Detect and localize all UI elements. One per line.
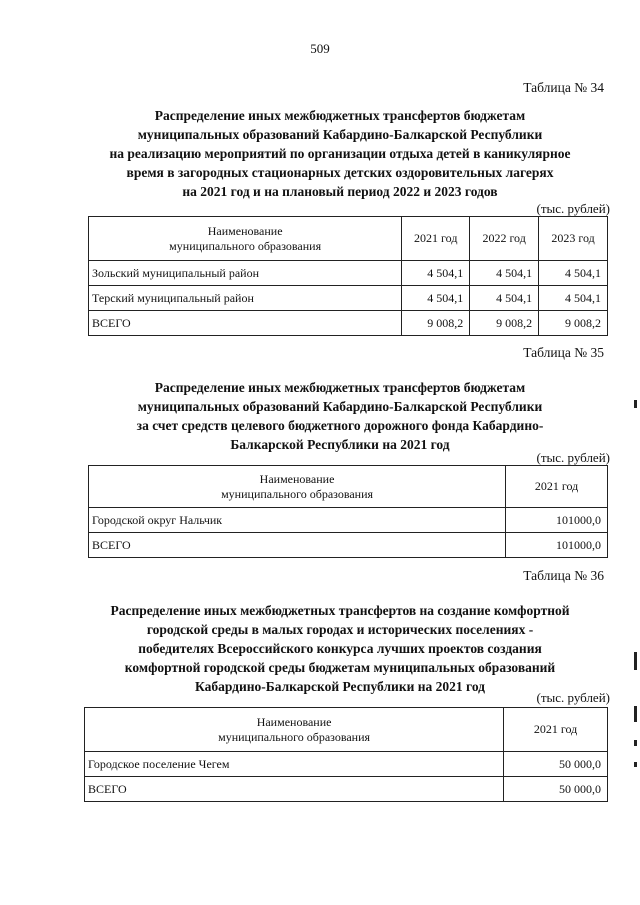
year-column-header: 2023 год bbox=[539, 217, 608, 261]
table-34-unit: (тыс. рублей) bbox=[536, 201, 610, 216]
year-column-header: 2022 год bbox=[470, 217, 539, 261]
title-line: Кабардино-Балкарской Республики на 2021 год bbox=[194, 679, 486, 694]
header-name-line2: муниципального образования bbox=[221, 486, 374, 501]
row-value: 9 008,2 bbox=[402, 311, 470, 336]
title-line: на реализацию мероприятий по организации отдыха детей в каникулярное bbox=[109, 146, 571, 161]
table-35-label: Таблица № 35 bbox=[523, 345, 604, 360]
title-line: муниципальных образований Кабардино-Балкарской Республики bbox=[137, 399, 543, 414]
title-line: Распределение иных межбюджетных трансфертов на создание комфортной bbox=[110, 603, 570, 618]
year-column-header: 2021 год bbox=[504, 708, 608, 752]
row-value: 4 504,1 bbox=[539, 261, 608, 286]
scan-margin-mark bbox=[634, 740, 637, 746]
row-value: 4 504,1 bbox=[470, 286, 539, 311]
row-value: 101000,0 bbox=[506, 508, 608, 533]
row-value: 50 000,0 bbox=[504, 752, 608, 777]
table-36 bbox=[84, 707, 608, 802]
row-value: 4 504,1 bbox=[402, 286, 470, 311]
table-34-label: Таблица № 34 bbox=[523, 80, 604, 95]
title-line: время в загородных стационарных детских оздоровительных лагерях bbox=[126, 165, 554, 180]
table-row bbox=[85, 752, 608, 777]
header-name-line2: муниципального образования bbox=[218, 729, 371, 744]
name-column-header bbox=[89, 466, 506, 508]
table-35 bbox=[88, 465, 608, 558]
header-name-line1: Наименование bbox=[207, 223, 283, 238]
row-value: 4 504,1 bbox=[402, 261, 470, 286]
table-header-row bbox=[89, 466, 608, 508]
scan-margin-mark bbox=[634, 762, 637, 767]
year-column-header: 2021 год bbox=[402, 217, 470, 261]
table-row bbox=[89, 261, 608, 286]
table-35-unit: (тыс. рублей) bbox=[536, 450, 610, 465]
title-line: победителях Всероссийского конкурса лучших проектов создания bbox=[138, 641, 542, 656]
header-name-line2: муниципального образования bbox=[169, 238, 322, 253]
title-line: комфортной городской среды бюджетам муниципальных образований bbox=[124, 660, 556, 675]
table-36-label: Таблица № 36 bbox=[523, 568, 604, 583]
table-row bbox=[89, 286, 608, 311]
title-line: на 2021 год и на плановый период 2022 и 2023 годов bbox=[182, 184, 498, 199]
name-column-header bbox=[89, 217, 402, 261]
table-34-title bbox=[70, 106, 610, 201]
row-name: Зольский муниципальный район bbox=[89, 261, 402, 286]
year-column-header: 2021 год bbox=[506, 466, 608, 508]
title-line: Балкарской Республики на 2021 год bbox=[230, 437, 450, 452]
row-value: 9 008,2 bbox=[539, 311, 608, 336]
title-line: Распределение иных межбюджетных трансфертов бюджетам bbox=[154, 380, 526, 395]
title-line: Распределение иных межбюджетных трансфертов бюджетам bbox=[154, 108, 526, 123]
table-total-row bbox=[85, 777, 608, 802]
row-value: 4 504,1 bbox=[539, 286, 608, 311]
table-header-row bbox=[85, 708, 608, 752]
scan-margin-mark bbox=[634, 706, 637, 722]
header-name-line1: Наименование bbox=[259, 471, 335, 486]
name-column-header bbox=[85, 708, 504, 752]
table-row bbox=[89, 508, 608, 533]
row-name: ВСЕГО bbox=[85, 777, 504, 802]
title-line: городской среды в малых городах и исторических поселениях - bbox=[146, 622, 534, 637]
table-35-title bbox=[70, 378, 610, 454]
row-name: ВСЕГО bbox=[89, 311, 402, 336]
table-36-title bbox=[70, 601, 610, 696]
title-line: муниципальных образований Кабардино-Балкарской Республики bbox=[137, 127, 543, 142]
header-name-line1: Наименование bbox=[256, 714, 332, 729]
table-total-row bbox=[89, 533, 608, 558]
scan-margin-mark bbox=[634, 400, 637, 408]
row-value: 101000,0 bbox=[506, 533, 608, 558]
row-name: ВСЕГО bbox=[89, 533, 506, 558]
row-name: Городской округ Нальчик bbox=[89, 508, 506, 533]
table-header-row bbox=[89, 217, 608, 261]
title-line: за счет средств целевого бюджетного дорожного фонда Кабардино- bbox=[136, 418, 544, 433]
table-total-row bbox=[89, 311, 608, 336]
scan-margin-mark bbox=[634, 652, 637, 670]
table-34 bbox=[88, 216, 608, 336]
row-name: Городское поселение Чегем bbox=[85, 752, 504, 777]
page-number: 509 bbox=[310, 41, 330, 56]
row-value: 9 008,2 bbox=[470, 311, 539, 336]
row-value: 50 000,0 bbox=[504, 777, 608, 802]
table-36-unit: (тыс. рублей) bbox=[536, 690, 610, 705]
row-name: Терский муниципальный район bbox=[89, 286, 402, 311]
row-value: 4 504,1 bbox=[470, 261, 539, 286]
